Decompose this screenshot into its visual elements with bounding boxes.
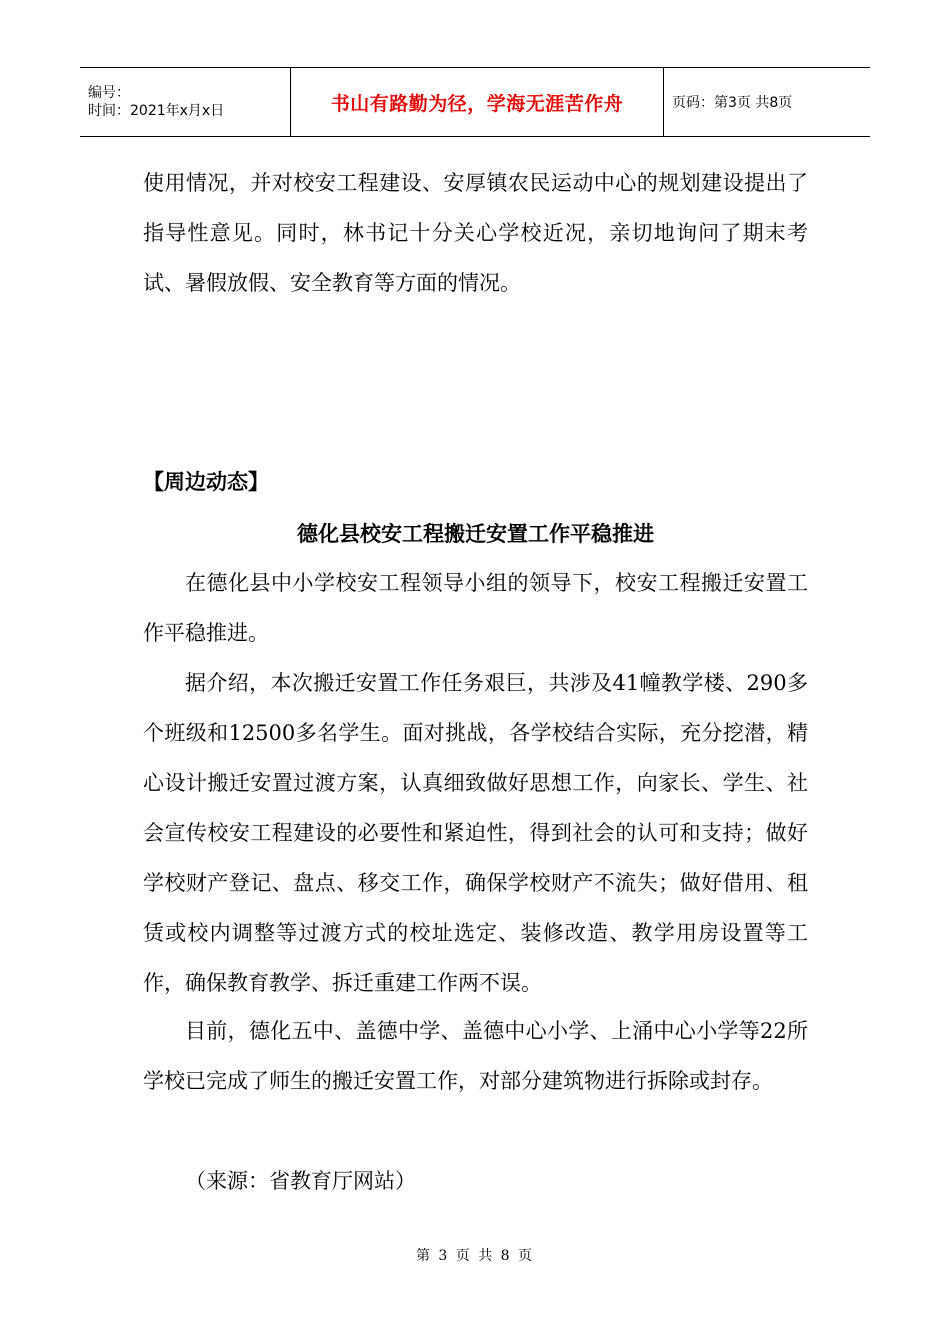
continued-paragraph: 使用情况，并对校安工程建设、安厚镇农民运动中心的规划建设提出了指导性意见。同时，林书记十分关心学校近况，亲切地询问了期末考试、暑假放假、安全教育等方面的情况。 (143, 171, 808, 295)
header-motto-cell (291, 68, 664, 137)
article-title: 德化县校安工程搬迁安置工作平稳推进 (297, 522, 654, 546)
header-meta (80, 68, 291, 137)
document-header (80, 67, 870, 137)
page-footer: 第 3 页 共 8 页 (415, 1248, 535, 1264)
paragraph-3: 目前，德化五中、盖德中学、盖德中心小学、上涌中心小学等22所学校已完成了师生的搬迁安置工作，对部分建筑物进行拆除或封存。 (143, 1019, 808, 1093)
motto: 书山有路勤为径，学海无涯苦作舟 (330, 92, 624, 115)
section-tag: 【周边动态】 (143, 470, 269, 494)
number-label: 编号： (88, 85, 130, 101)
time-label: 时间：2021年x月x日 (88, 103, 225, 119)
source-note: （来源：省教育厅网站） (185, 1169, 416, 1193)
paragraph-2: 据介绍，本次搬迁安置工作任务艰巨，共涉及41幢教学楼、290多个班级和12500多名学生。面对挑战，各学校结合实际，充分挖潜，精心设计搬迁安置过渡方案，认真细致做好思想工作，向家长、学生、社会宣传校安工程建设的必要性和紧迫性，得到社会的认可和支持；做好学校财产登记、盘点、移交工作，确保学校财产不流失；做好借用、租赁或校内调整等过渡方式的校址选定、装修改造、教学用房设置等工作，确保教育教学、拆迁重建工作两不误。 (143, 671, 808, 995)
page-info: 页码：第3页 共8页 (664, 68, 871, 137)
paragraph-1: 在德化县中小学校安工程领导小组的领导下，校安工程搬迁安置工作平稳推进。 (143, 571, 808, 645)
